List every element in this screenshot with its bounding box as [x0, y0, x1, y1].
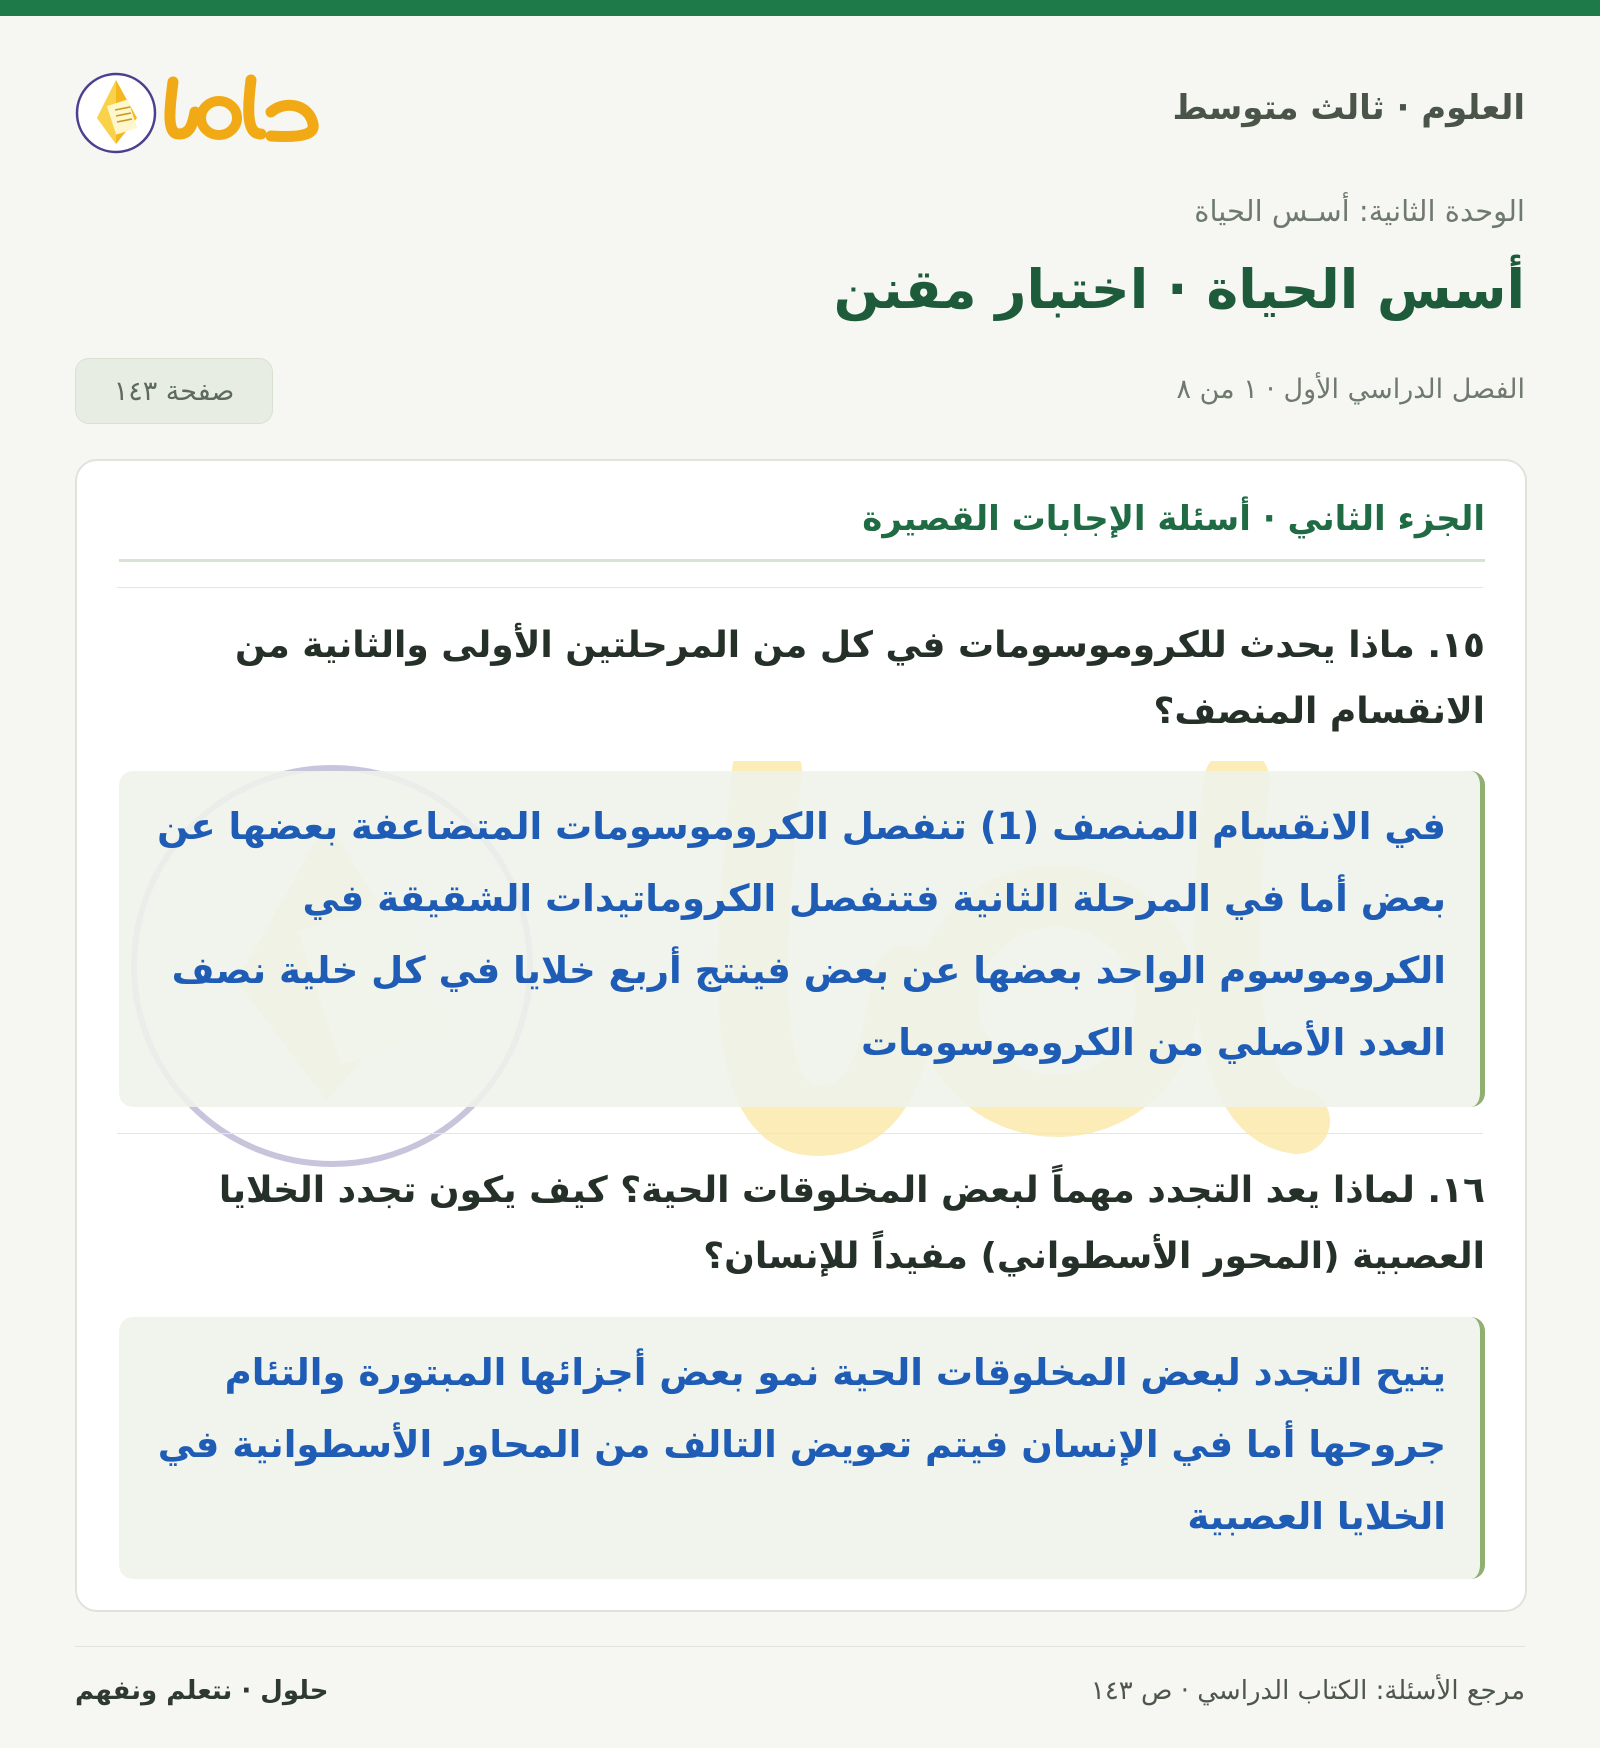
page-title: أسس الحياة · اختبار مقنن [833, 258, 1525, 321]
top-accent-bar [0, 0, 1600, 16]
section-title: الجزء الثاني · أسئلة الإجابات القصيرة [119, 499, 1485, 562]
footer-reference: مرجع الأسئلة: الكتاب الدراسي · ص ١٤٣ [1090, 1676, 1525, 1706]
divider [117, 1133, 1483, 1134]
header [75, 72, 1525, 172]
hulul-logo-icon [75, 72, 330, 172]
divider [117, 587, 1483, 588]
brand-logo[interactable] [75, 72, 330, 172]
questions-card [75, 459, 1527, 1612]
answer-15: في الانقسام المنصف (1) تنفصل الكروموسومات المتضاعفة بعضها عن بعض أما في المرحلة الثانية فتنفصل الكروماتيدات الشقيقة في الكروموسوم الواحد بعضها عن بعض فينتج أربع خلايا في كل خلية نصف العدد الأصلي من الكروموسومات [119, 771, 1485, 1107]
question-15: ١٥. ماذا يحدث للكروموسومات في كل من المرحلتين الأولى والثانية من الانقسام المنصف؟ [235, 625, 1485, 732]
subject-label: العلوم · ثالث متوسط [1172, 88, 1525, 128]
question-16: ١٦. لماذا يعد التجدد مهماً لبعض المخلوقات الحية؟ كيف يكون تجدد الخلايا العصبية (المحور الأسطواني) مفيداً للإنسان؟ [218, 1170, 1485, 1277]
answer-16: يتيح التجدد لبعض المخلوقات الحية نمو بعض أجزائها المبتورة والتئام جروحها أما في الإنسان فيتم تعويض التالف من المحاور الأسطوانية في الخلايا العصبية [119, 1317, 1485, 1579]
unit-label: الوحدة الثانية: أسـس الحياة [1194, 194, 1525, 228]
footer-divider [75, 1646, 1525, 1647]
page-badge: صفحة ١٤٣ [75, 358, 273, 424]
semester-info: الفصل الدراسي الأول · ١ من ٨ [1176, 374, 1525, 405]
footer-tagline[interactable]: حلول · نتعلم ونفهم [75, 1676, 329, 1706]
